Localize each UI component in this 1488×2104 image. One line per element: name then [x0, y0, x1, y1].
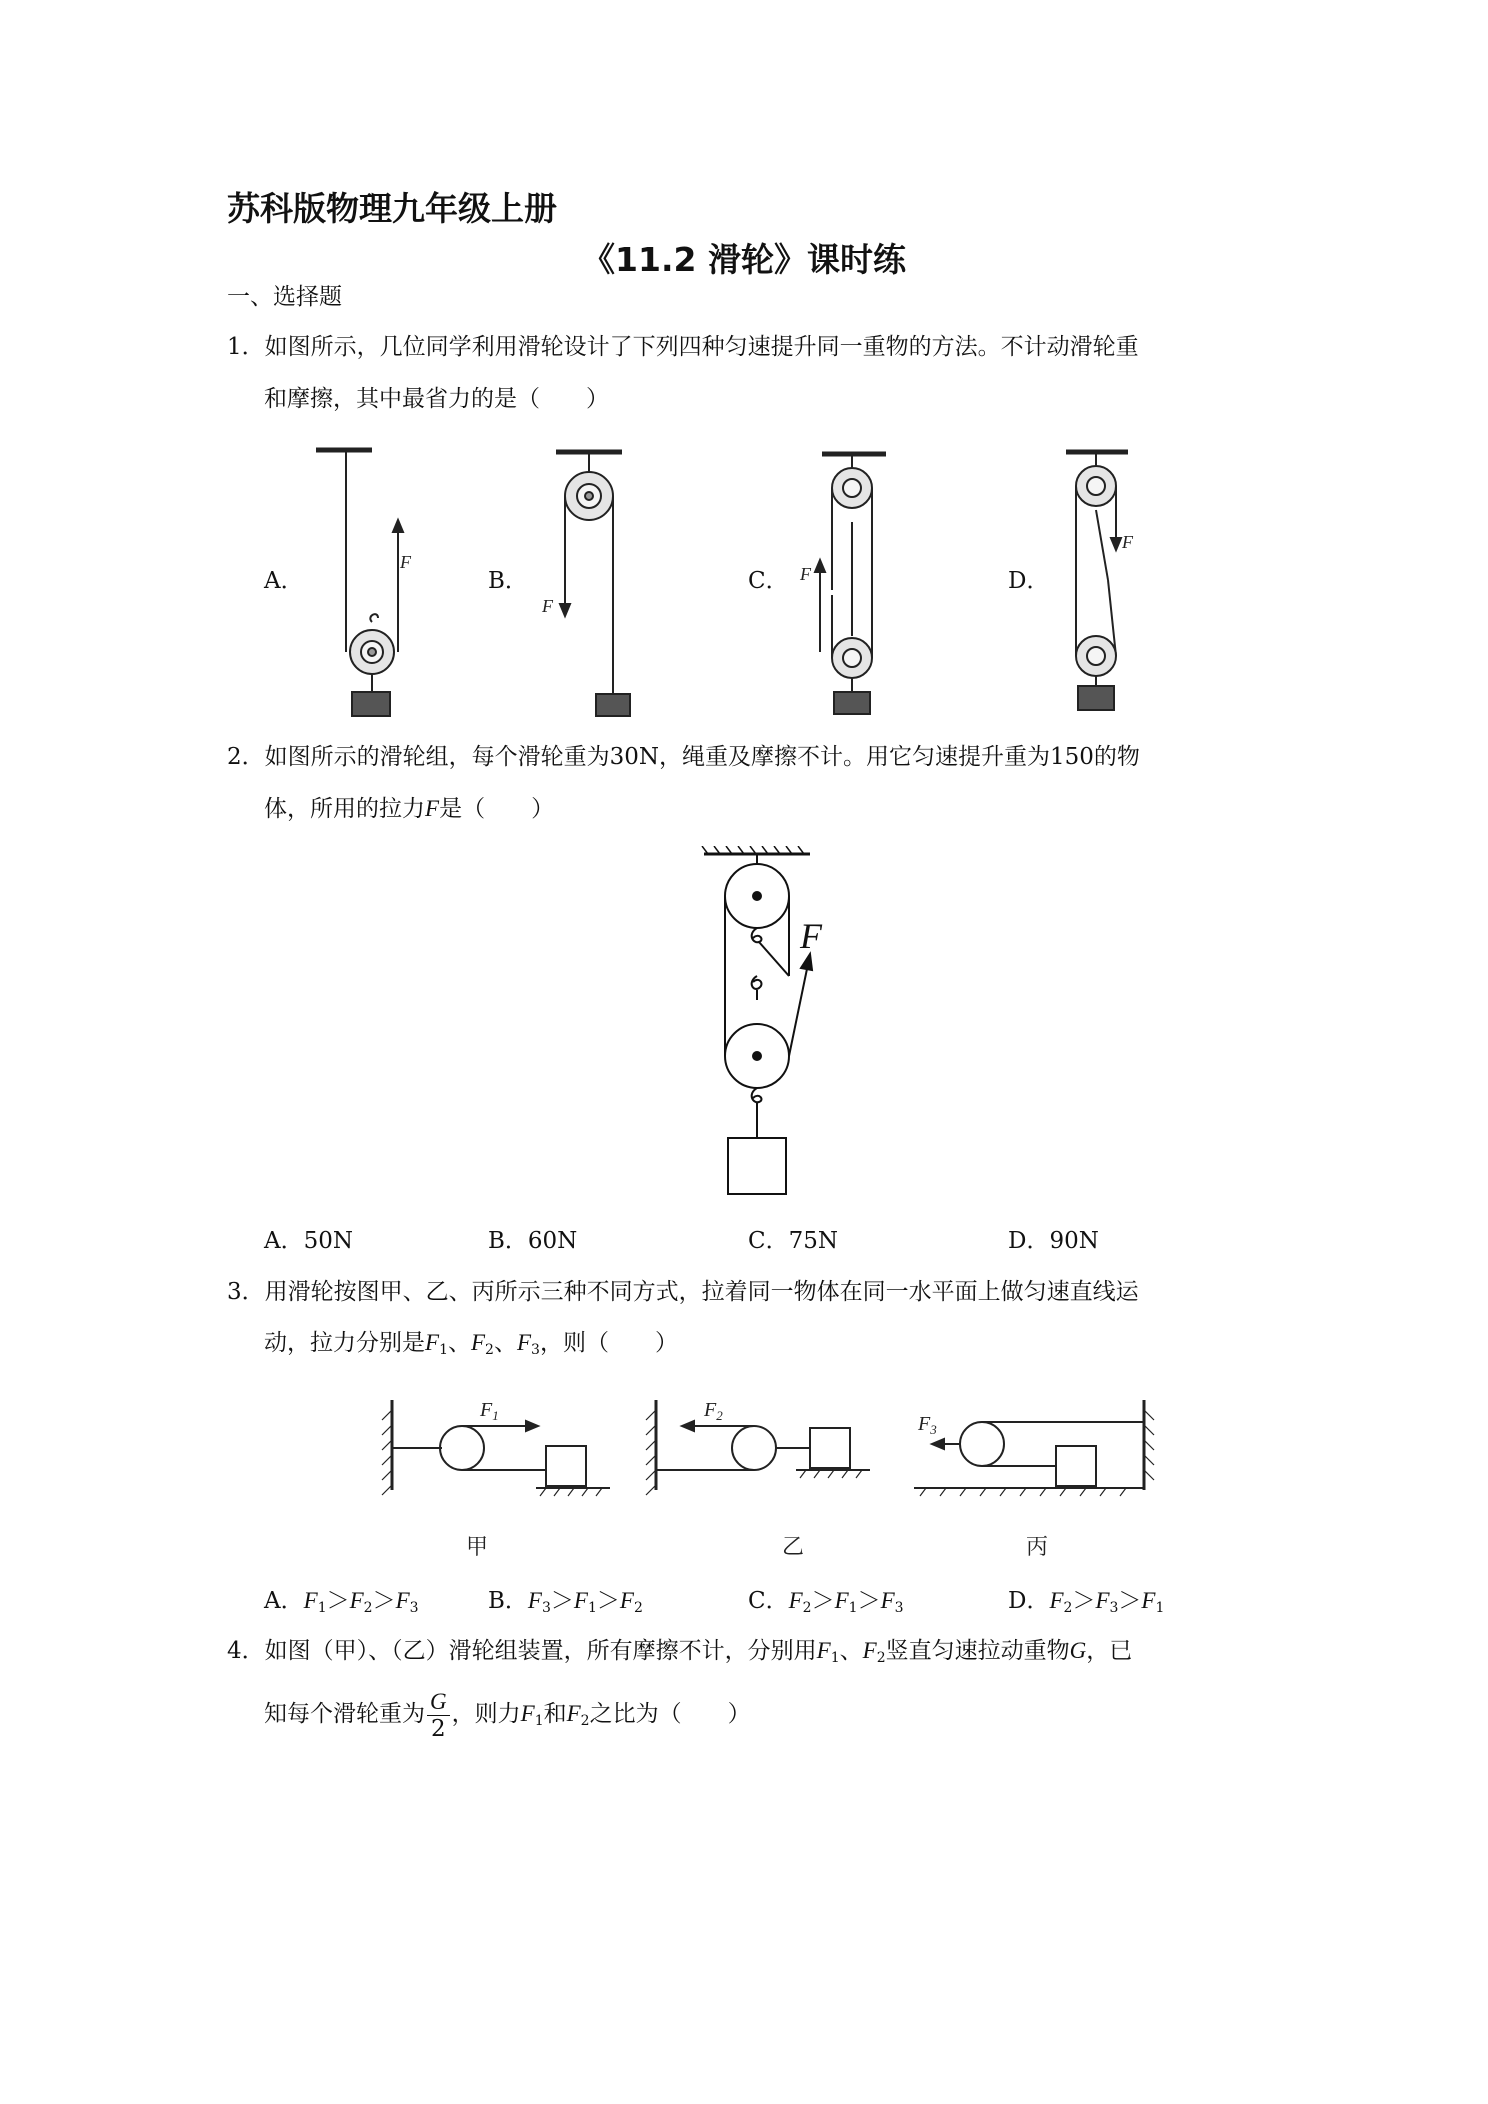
q1-option-d-label: D．: [1008, 568, 1050, 594]
q3-option-d: D．$F_2>F_3>F_1$: [1008, 1588, 1165, 1616]
section-heading: 一、选择题: [227, 284, 342, 310]
q3-text-line1: 3．用滑轮按图甲、乙、丙所示三种不同方式，拉着同一物体在同一水平面上做匀速直线运: [227, 1279, 1139, 1305]
q4-text-line1: 4．如图（甲）、（乙）滑轮组装置，所有摩擦不计，分别用$F_1$、$F_2$竖直匀速拉动重物G，已: [227, 1638, 1133, 1666]
svg-text:F3: $F_3$: [918, 1413, 937, 1437]
q3-figure-yi: [646, 1399, 870, 1495]
q1-text-line2: 和摩擦，其中最省力的是（ ）: [264, 386, 609, 412]
q1-c-force-label: F: [800, 564, 811, 584]
q3-option-c: C．$F_2>F_1>F_3$: [748, 1588, 904, 1616]
q1-d-force-label: F: [1122, 532, 1133, 552]
q1-b-force-label: F: [542, 596, 553, 616]
q1-figure-c: [799, 454, 886, 714]
q1-option-a-label: A．: [264, 568, 304, 594]
q2-option-d: D．90N: [1008, 1228, 1099, 1254]
q2-force-label: F: [800, 916, 822, 956]
svg-text:F1: $F_1$: [480, 1399, 499, 1423]
q1-figure-b: [541, 452, 630, 716]
q3-f2-label: F: [704, 1399, 717, 1421]
document-title: 苏科版物理九年级上册: [227, 189, 557, 228]
q2-option-c: C．75N: [748, 1228, 838, 1254]
q4-fraction: $\frac{G}{2}$: [427, 1689, 450, 1742]
q3-figure-jia: [382, 1399, 610, 1496]
q3-option-a: A．$F_1>F_2>F_3$: [264, 1588, 419, 1616]
q1-figure-d: [1066, 452, 1134, 710]
q3-f3-label: F: [918, 1413, 931, 1435]
svg-text:F2: $F_2$: [704, 1399, 723, 1423]
q3-f1-label: F: [480, 1399, 493, 1421]
q3-figures: [370, 1390, 1170, 1570]
q3-label-yi: 乙: [782, 1534, 805, 1559]
q3-text-line2: 动，拉力分别是$F_1$、$F_2$、$F_3$，则（ ）: [264, 1330, 678, 1358]
q1-text-line1: 1．如图所示，几位同学利用滑轮设计了下列四种匀速提升同一重物的方法。不计动滑轮重: [227, 334, 1139, 360]
q3-label-jia: 甲: [466, 1534, 489, 1559]
q2-text-line1: 2．如图所示的滑轮组，每个滑轮重为30N，绳重及摩擦不计。用它匀速提升重为150的物: [227, 744, 1140, 770]
q3-figure-bing: [914, 1400, 1154, 1496]
q1-option-c-label: C．: [748, 568, 789, 594]
q1-option-b-label: B．: [488, 568, 528, 594]
q2-option-b: B．60N: [488, 1228, 578, 1254]
q4-text-line2: 知每个滑轮重为 $\frac{G}{2}$ ，则力$F_1$和$F_2$之比为（ ）: [264, 1688, 751, 1742]
q2-text-line2: 体，所用的拉力F是（ ）: [264, 796, 555, 822]
q1-figure-a: [316, 450, 412, 716]
q1-pulley-figures: [0, 440, 1488, 730]
lesson-title: 《11.2 滑轮》课时练: [582, 240, 906, 279]
q2-option-a: A．50N: [264, 1228, 354, 1254]
q2-pulley-figure: [680, 846, 880, 1206]
q1-a-force-label: F: [400, 552, 411, 572]
q3-label-bing: 丙: [1026, 1534, 1049, 1559]
q3-option-b: B．$F_3>F_1>F_2$: [488, 1588, 643, 1616]
